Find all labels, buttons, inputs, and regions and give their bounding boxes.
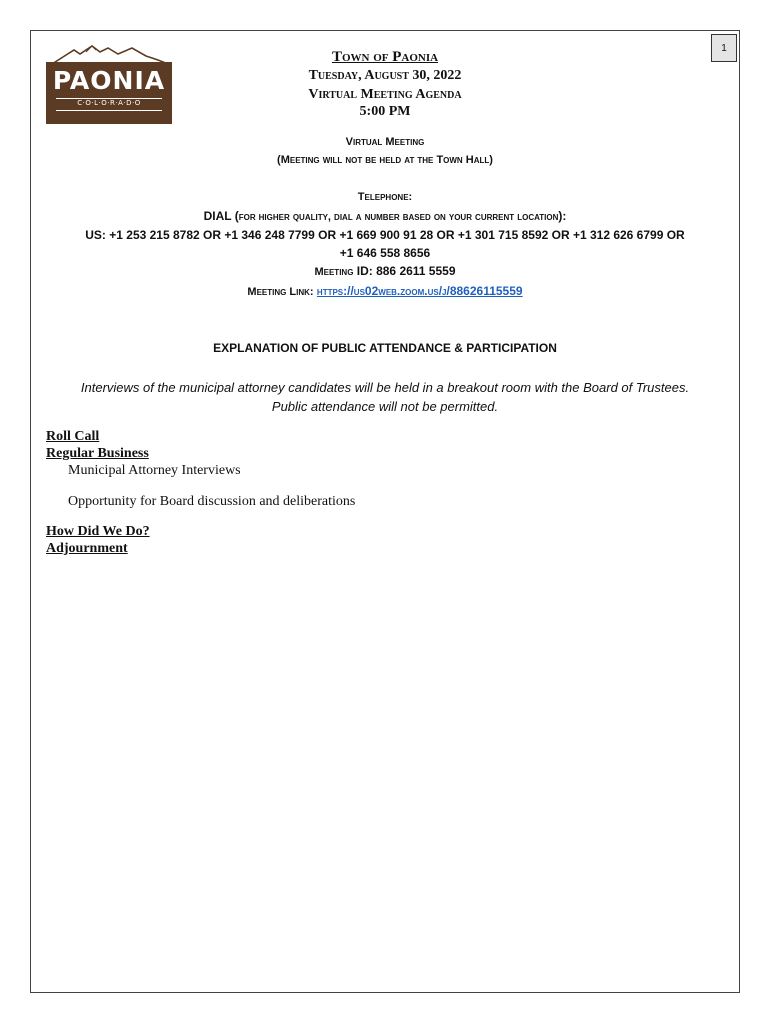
logo-wordmark: PAONIA (52, 66, 166, 95)
dial-instructions: DIAL (for higher quality, dial a number based on your current location): (203, 209, 567, 223)
adjournment: Adjournment (46, 541, 128, 556)
agenda-item: Municipal Attorney Interviews (68, 463, 241, 478)
zoom-link[interactable]: https://us02web.zoom.us/j/88626115559 (316, 284, 523, 298)
regular-business: Regular Business (46, 446, 149, 461)
phone-numbers-line: +1 646 558 8656 (339, 246, 431, 260)
agenda-title: Virtual Meeting Agenda (308, 87, 462, 102)
meeting-time: 5:00 PM (359, 104, 411, 119)
town-title: Town of Paonia (331, 49, 439, 65)
agenda-item: Opportunity for Board discussion and deliberations (68, 494, 356, 509)
how-did-we-do: How Did We Do? (46, 524, 150, 539)
agenda-page (30, 30, 740, 993)
phone-numbers-line: US: +1 253 215 8782 OR +1 346 248 7799 OR +1 669 900 91 28 OR +1 301 715 8592 OR +1 312 626 6799 OR (85, 228, 685, 242)
explanation-text: Interviews of the municipal attorney candidates will be held in a breakout room with the Board of Trustees. (80, 380, 690, 395)
virtual-meeting-title: Virtual Meeting (345, 136, 425, 148)
roll-call: Roll Call (46, 429, 100, 444)
virtual-meeting-note: (Meeting will not be held at the Town Hall) (277, 154, 493, 166)
meeting-date: Tuesday, August 30, 2022 (308, 68, 462, 83)
page-number: 1 (711, 34, 737, 62)
logo-subtitle: C·O·L·O·R·A·D·O (77, 99, 141, 107)
explanation-heading: EXPLANATION OF PUBLIC ATTENDANCE & PARTICIPATION (213, 341, 557, 355)
meeting-link-row: Meeting Link: https://us02web.zoom.us/j/88626115559 (247, 284, 523, 298)
telephone-label: Telephone: (357, 191, 413, 203)
meeting-id: Meeting ID: 886 2611 5559 (314, 264, 456, 278)
explanation-text: Public attendance will not be permitted. (271, 399, 499, 414)
